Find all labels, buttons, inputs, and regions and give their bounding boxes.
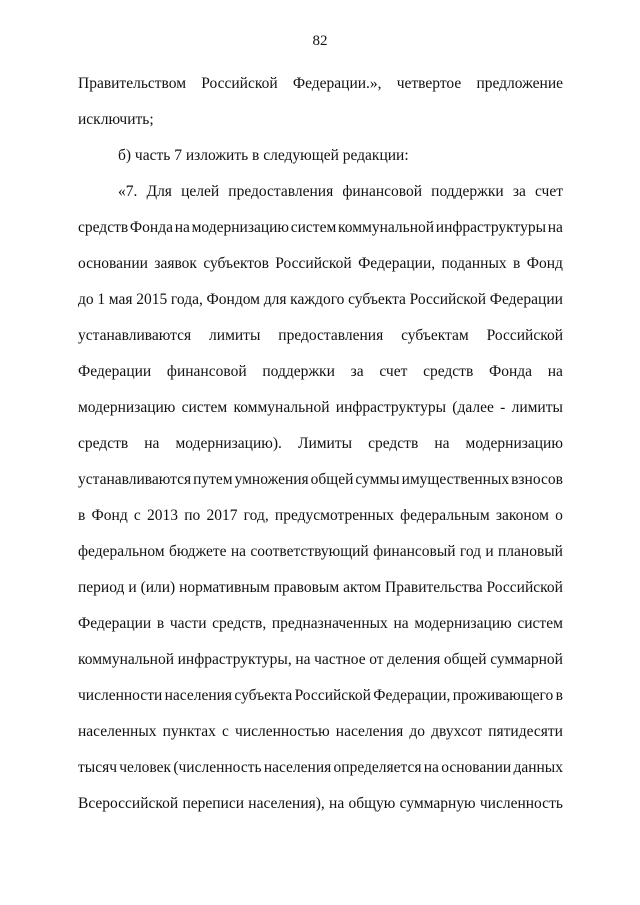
text-line <box>78 506 563 526</box>
word: на <box>295 651 311 668</box>
word: на <box>423 759 439 776</box>
page-number: 82 <box>312 33 328 49</box>
word: взносов <box>511 471 563 488</box>
word: определяется <box>333 759 422 776</box>
word: имущественных <box>401 471 510 488</box>
word: 2017 <box>206 507 238 524</box>
text-line <box>78 794 563 814</box>
text-line <box>78 542 563 562</box>
word: Российской <box>409 291 487 308</box>
word: в <box>78 507 86 524</box>
text-line <box>78 398 563 418</box>
word: по <box>184 507 201 524</box>
word: Российской <box>201 75 278 92</box>
word: нормативным <box>179 579 270 596</box>
text-line <box>78 326 563 346</box>
word: численности <box>78 687 163 704</box>
word: поданных <box>441 255 507 272</box>
word: основании <box>441 759 512 776</box>
word: Фонда <box>488 363 533 380</box>
word: предназначенных <box>271 615 388 632</box>
word: средств <box>78 435 129 452</box>
word: общей <box>310 471 354 488</box>
word: и <box>128 579 137 596</box>
word: суммарной <box>490 651 563 668</box>
word: частное <box>314 651 366 668</box>
word: инфраструктуры <box>335 399 447 416</box>
word: инфраструктуры, <box>177 651 292 668</box>
word: законом <box>495 507 549 524</box>
word: переписи <box>182 795 245 812</box>
text-line <box>78 578 563 598</box>
word: заявок <box>154 255 197 272</box>
word: Федерации, <box>358 255 436 272</box>
word: общей <box>443 651 487 668</box>
word: Российской <box>275 255 352 272</box>
word: от <box>369 651 384 668</box>
word: части <box>169 615 207 632</box>
word: целей <box>181 183 220 200</box>
word: инфраструктуры <box>435 219 546 236</box>
word: б) часть 7 изложить в следующей редакции: <box>118 147 409 164</box>
word: правовым <box>273 579 340 596</box>
word: Правительством <box>78 75 187 92</box>
word: год <box>459 543 482 560</box>
word: населения <box>335 723 404 740</box>
word: Федерации.», <box>292 75 382 92</box>
text-line <box>118 182 563 202</box>
word: тысяч <box>78 759 117 776</box>
word: двухсот <box>431 723 483 740</box>
word: средств <box>368 435 419 452</box>
word: Всероссийской <box>78 795 179 812</box>
word: субъекта <box>234 687 293 704</box>
word: Федерации, <box>373 687 451 704</box>
word: Правительства <box>385 579 483 596</box>
word: «7. <box>118 183 138 200</box>
word: на <box>547 219 563 236</box>
word: до <box>409 723 426 740</box>
word: модернизацию <box>78 399 176 416</box>
word: систем <box>517 615 563 632</box>
word: субъекта <box>348 291 406 308</box>
text-line <box>78 218 563 238</box>
word: финансовый <box>373 543 456 560</box>
word: на <box>230 543 247 560</box>
word: суммы <box>355 471 400 488</box>
word: Фонд <box>526 255 563 272</box>
word: основании <box>78 255 148 272</box>
word: Федерации <box>78 615 152 632</box>
word: населения <box>164 687 233 704</box>
word: с <box>133 507 141 524</box>
text-line <box>78 470 563 490</box>
word: финансовой <box>342 183 423 200</box>
word: исключить; <box>78 111 154 128</box>
word: (или) <box>140 579 176 596</box>
word: Фонда <box>129 219 173 236</box>
word: период <box>78 579 125 596</box>
word: средств <box>423 363 474 380</box>
word: лимиты <box>511 399 563 416</box>
word: поддержки <box>262 363 335 380</box>
word: Российской <box>486 579 563 596</box>
word: предложение <box>476 75 563 92</box>
word: плановый <box>497 543 563 560</box>
word: Лимиты <box>297 435 353 452</box>
text-line <box>78 110 563 130</box>
word: в <box>156 615 165 632</box>
word: модернизацию <box>465 435 563 452</box>
text-line <box>78 74 563 94</box>
word: до <box>78 291 94 308</box>
word: каждого <box>290 291 345 308</box>
word: Фондом <box>206 291 260 308</box>
word: на <box>434 435 450 452</box>
word: за <box>350 363 364 380</box>
word: предоставления <box>278 327 384 344</box>
word: Фонд <box>91 507 128 524</box>
word: в <box>555 687 563 704</box>
word: субъектам <box>401 327 469 344</box>
word: устанавливаются <box>78 471 192 488</box>
word: пунктах <box>162 723 216 740</box>
word: модернизацию). <box>175 435 282 452</box>
word: (далее <box>452 399 494 416</box>
word: предоставления <box>228 183 334 200</box>
word: актом <box>343 579 382 596</box>
word: Для <box>146 183 172 200</box>
word: численностью <box>235 723 330 740</box>
text-line <box>78 686 563 706</box>
word: коммунальной <box>233 399 330 416</box>
word: субъектов <box>203 255 269 272</box>
word: год, <box>243 507 269 524</box>
word: лимиты <box>209 327 261 344</box>
word: населения), <box>248 795 325 812</box>
word: о <box>555 507 563 524</box>
word: счет <box>534 183 563 200</box>
word: коммунальной <box>338 219 435 236</box>
word: Федерации <box>489 291 563 308</box>
word: с <box>222 723 229 740</box>
word: четвертое <box>396 75 462 92</box>
word: модернизацию <box>191 219 290 236</box>
word: 1 <box>97 291 106 308</box>
text-line <box>78 290 563 310</box>
text-line <box>78 758 563 778</box>
word: Федерации <box>78 363 152 380</box>
text-line <box>78 254 563 274</box>
word: 2015 <box>136 291 168 308</box>
word: устанавливаются <box>78 327 192 344</box>
word: пятидесяти <box>488 723 563 740</box>
word: Российской <box>486 327 563 344</box>
word: общую <box>348 795 396 812</box>
word: соответствующий <box>250 543 369 560</box>
word: федеральным <box>400 507 490 524</box>
word: модернизацию <box>414 615 512 632</box>
text-line <box>118 146 563 166</box>
word: счет <box>379 363 408 380</box>
word: населенных <box>78 723 157 740</box>
word: за <box>512 183 526 200</box>
word: систем <box>181 399 228 416</box>
word: (численность <box>173 759 262 776</box>
word: на <box>174 219 190 236</box>
word: - <box>500 399 506 416</box>
word: бюджете <box>168 543 227 560</box>
word: путем <box>193 471 233 488</box>
word: численность <box>479 795 563 812</box>
word: на <box>547 363 563 380</box>
text-line <box>78 650 563 670</box>
word: населения <box>263 759 332 776</box>
word: в <box>513 255 521 272</box>
word: года, <box>170 291 203 308</box>
word: для <box>263 291 287 308</box>
word: на <box>393 615 409 632</box>
word: на <box>144 435 160 452</box>
word: финансовой <box>166 363 247 380</box>
text-line <box>78 362 563 382</box>
text-line <box>78 614 563 634</box>
word: 2013 <box>147 507 179 524</box>
word: систем <box>290 219 337 236</box>
text-line <box>78 722 563 742</box>
text-line <box>78 434 563 454</box>
word: умножения <box>234 471 309 488</box>
word: суммарную <box>399 795 476 812</box>
word: Российской <box>294 687 371 704</box>
word: средств, <box>212 615 267 632</box>
word: деления <box>387 651 441 668</box>
word: на <box>329 795 345 812</box>
word: средств <box>78 219 129 236</box>
word: поддержки <box>431 183 504 200</box>
word: федеральном <box>78 543 165 560</box>
word: предусмотренных <box>274 507 394 524</box>
word: проживающего <box>452 687 554 704</box>
word: коммунальной <box>78 651 175 668</box>
word: данных <box>513 759 563 776</box>
word: человек <box>119 759 172 776</box>
word: мая <box>108 291 133 308</box>
word: и <box>485 543 494 560</box>
